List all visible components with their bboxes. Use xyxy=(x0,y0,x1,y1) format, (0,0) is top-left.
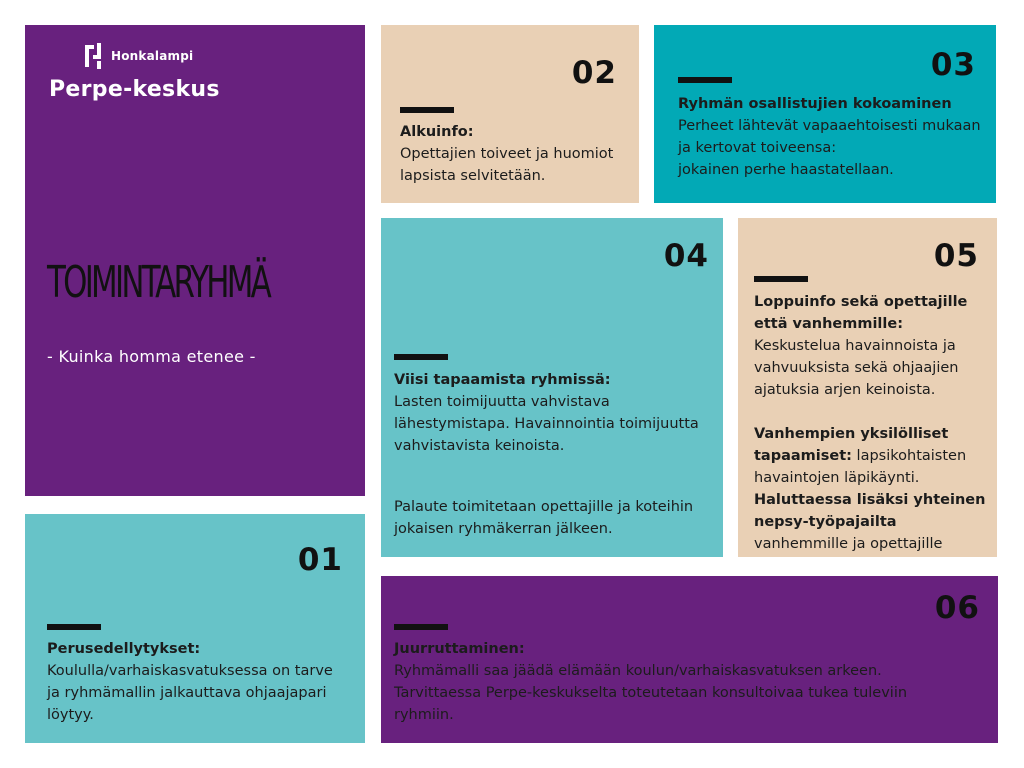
logo-name: Honkalampi xyxy=(111,49,194,63)
step-body: Koululla/varhaiskasvatuksessa on tarve ja ryhmämallin jalkauttava ohjaajapari löytyy. xyxy=(47,663,333,723)
step-text xyxy=(47,638,347,726)
step-body: Opettajien toiveet ja huomiot lapsista selvitetään. xyxy=(400,146,614,184)
step-number: 06 xyxy=(934,590,980,626)
step-heading: Viisi tapaamista ryhmissä: xyxy=(394,372,611,388)
step-heading: Loppuinfo sekä opettajille että vanhemmille: xyxy=(754,294,968,332)
title-panel xyxy=(25,25,365,496)
divider-bar xyxy=(394,624,448,630)
step-02-panel xyxy=(381,25,639,203)
step-number: 02 xyxy=(571,55,617,91)
step-number: 05 xyxy=(933,238,979,274)
step-text xyxy=(400,121,620,187)
divider-bar xyxy=(678,77,732,83)
step-body-2: lapsikohtaisten havaintojen läpikäynti. xyxy=(754,448,967,486)
step-heading-2: Vanhempien yksilölliset tapaamiset: xyxy=(754,426,949,464)
step-text-2 xyxy=(394,496,714,540)
step-body-2: jokainen perhe haastatellaan. xyxy=(678,162,894,178)
step-body: Keskustelua havainnoista ja vahvuuksista sekä ohjaajien ajatuksia arjen keinoista. xyxy=(754,338,959,398)
step-body: Perheet lähtevät vapaaehtoisesti mukaan ja kertovat toiveensa: xyxy=(678,118,981,156)
step-body-3: vanhemmille ja opettajille xyxy=(754,536,943,552)
brand-name: Perpe-keskus xyxy=(49,77,220,102)
step-heading: Juurruttaminen: xyxy=(394,641,525,657)
step-heading: Alkuinfo: xyxy=(400,124,474,140)
page-title: TOIMINTARYHMÄ xyxy=(47,257,269,308)
step-text xyxy=(394,369,712,457)
step-heading: Ryhmän osallistujien kokoaminen xyxy=(678,96,952,112)
divider-bar xyxy=(754,276,808,282)
step-number: 01 xyxy=(297,542,343,578)
honkalampi-logo-icon xyxy=(85,43,105,69)
step-06-panel xyxy=(381,576,998,743)
step-number: 03 xyxy=(930,47,976,83)
step-01-panel xyxy=(25,514,365,743)
divider-bar xyxy=(47,624,101,630)
step-text xyxy=(678,93,990,181)
step-number: 04 xyxy=(663,238,709,274)
step-03-panel xyxy=(654,25,996,203)
step-05-panel xyxy=(738,218,997,557)
step-heading: Perusedellytykset: xyxy=(47,641,201,657)
step-body: Lasten toimijuutta vahvistava lähestymistapa. Havainnointia toimijuutta vahvistavista keinoista. xyxy=(394,394,699,454)
step-04-panel xyxy=(381,218,723,557)
step-text xyxy=(394,638,954,726)
step-body-2: Palaute toimitetaan opettajille ja koteihin jokaisen ryhmäkerran jälkeen. xyxy=(394,499,694,537)
step-body: Ryhmämalli saa jäädä elämään koulun/varhaiskasvatuksen arkeen. Tarvittaessa Perpe-keskukselta toteutetaan konsultoivaa tukea tuleviin ryhmiin. xyxy=(394,663,908,723)
divider-bar xyxy=(400,107,454,113)
page-subtitle: - Kuinka homma etenee - xyxy=(47,347,256,366)
honkalampi-logo xyxy=(85,43,193,69)
step-heading-3: Haluttaessa lisäksi yhteinen nepsy-työpajailta xyxy=(754,492,986,530)
divider-bar xyxy=(394,354,448,360)
step-text xyxy=(754,291,992,555)
